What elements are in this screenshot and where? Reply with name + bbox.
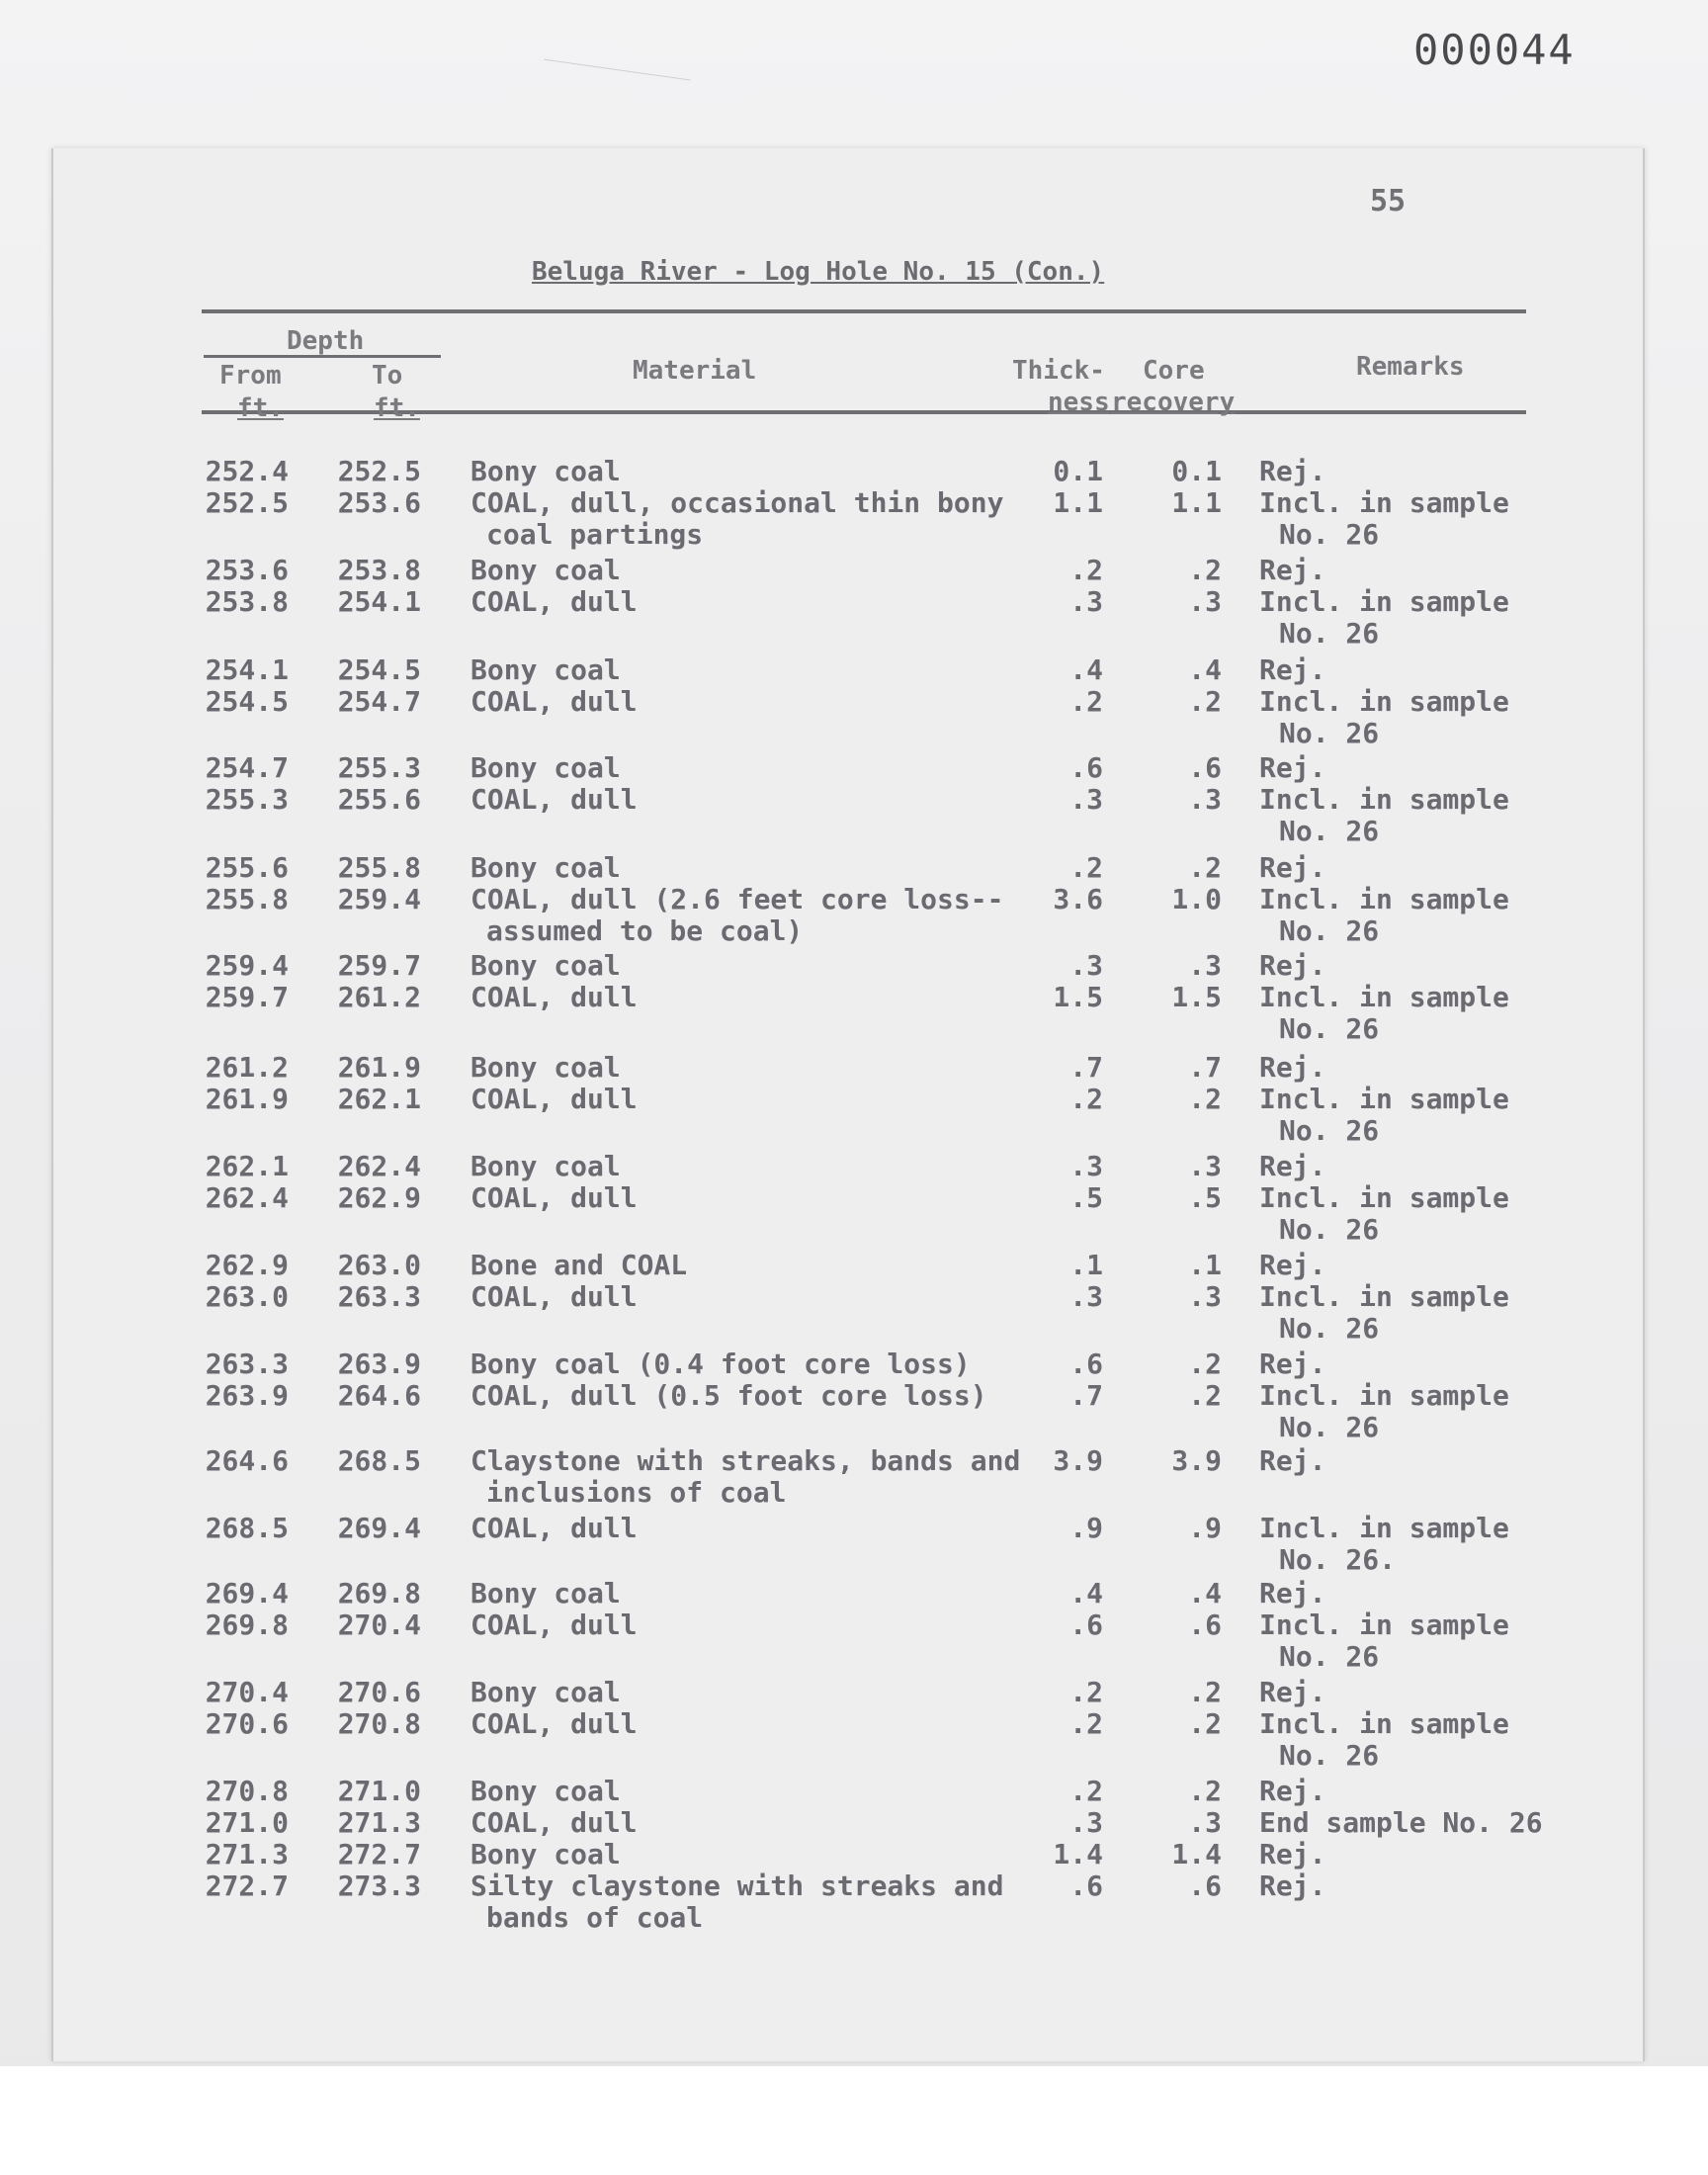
thickness-cell: .2: [1069, 1676, 1103, 1708]
material-cell: Bony coal: [470, 1577, 621, 1610]
depth-from-cell: 255.3: [205, 783, 289, 816]
core-header-top: Core: [1143, 356, 1205, 386]
from-header: From: [219, 361, 282, 391]
material-cell: Bony coal: [470, 1838, 621, 1870]
material-cell: COAL, dull: [470, 783, 638, 816]
core-recovery-cell: .2: [1188, 1348, 1222, 1380]
depth-header: Depth: [287, 326, 365, 356]
material-cell: Bony coal: [470, 1676, 621, 1708]
depth-to-cell: 261.2: [337, 981, 421, 1013]
remarks-cell: Incl. in sample: [1259, 1609, 1509, 1641]
depth-to-cell: 253.6: [337, 486, 421, 519]
remarks-cell: Incl. in sample: [1259, 585, 1509, 618]
core-recovery-cell: .3: [1188, 1150, 1222, 1182]
depth-to-cell: 269.8: [337, 1577, 421, 1610]
depth-from-cell: 271.3: [205, 1838, 289, 1870]
thickness-cell: 0.1: [1053, 455, 1103, 487]
depth-to-cell: 271.0: [337, 1775, 421, 1807]
depth-from-cell: 253.8: [205, 585, 289, 618]
core-recovery-cell: .2: [1188, 1083, 1222, 1115]
depth-from-cell: 253.6: [205, 554, 289, 586]
depth-from-cell: 261.9: [205, 1083, 289, 1115]
material-cell: Bony coal: [470, 1150, 621, 1182]
material-cell: Bony coal: [470, 1775, 621, 1807]
material-cell: Bony coal: [470, 1051, 621, 1084]
remarks-cell: Incl. in sample: [1259, 1379, 1509, 1412]
depth-from-cell: 252.4: [205, 455, 289, 487]
remarks-cell: Incl. in sample: [1259, 1512, 1509, 1544]
depth-from-cell: 262.1: [205, 1150, 289, 1182]
remarks-cell: Rej.: [1259, 653, 1326, 686]
thickness-cell: .3: [1069, 585, 1103, 618]
material-cell: bands of coal: [486, 1901, 704, 1934]
thickness-cell: 1.1: [1053, 486, 1103, 519]
core-recovery-cell: .9: [1188, 1512, 1222, 1544]
thickness-cell: .3: [1069, 1280, 1103, 1313]
core-recovery-cell: 3.9: [1171, 1444, 1222, 1477]
remarks-cell: Rej.: [1259, 1775, 1326, 1807]
depth-to-cell: 263.0: [337, 1249, 421, 1281]
depth-to-cell: 252.5: [337, 455, 421, 487]
remarks-cell: No. 26: [1279, 815, 1380, 847]
remarks-cell: Rej.: [1259, 554, 1326, 586]
core-recovery-cell: .1: [1188, 1249, 1222, 1281]
remarks-cell: Rej.: [1259, 1150, 1326, 1182]
core-recovery-cell: 1.0: [1171, 883, 1222, 915]
depth-to-cell: 255.6: [337, 783, 421, 816]
depth-to-cell: 254.1: [337, 585, 421, 618]
material-cell: Bony coal: [470, 653, 621, 686]
remarks-cell: No. 26: [1279, 914, 1380, 947]
depth-from-cell: 255.8: [205, 883, 289, 915]
material-cell: COAL, dull: [470, 1512, 638, 1544]
thickness-cell: .7: [1069, 1379, 1103, 1412]
thickness-cell: .7: [1069, 1051, 1103, 1084]
depth-to-cell: 270.4: [337, 1609, 421, 1641]
remarks-cell: Incl. in sample: [1259, 1083, 1509, 1115]
core-recovery-cell: .3: [1188, 783, 1222, 816]
core-recovery-cell: .2: [1188, 1775, 1222, 1807]
remarks-cell: No. 26: [1279, 1312, 1380, 1345]
material-cell: Bony coal: [470, 851, 621, 884]
thickness-cell: .2: [1069, 1775, 1103, 1807]
document-number: 000044: [1413, 26, 1576, 74]
remarks-cell: No. 26: [1279, 1114, 1380, 1147]
thickness-cell: .2: [1069, 685, 1103, 718]
material-cell: Bony coal (0.4 foot core loss): [470, 1348, 971, 1380]
core-recovery-cell: 1.1: [1171, 486, 1222, 519]
thickness-cell: .9: [1069, 1512, 1103, 1544]
remarks-cell: No. 26.: [1279, 1543, 1397, 1576]
core-recovery-cell: .4: [1188, 653, 1222, 686]
thickness-cell: .6: [1069, 1348, 1103, 1380]
material-cell: COAL, dull (2.6 feet core loss--: [470, 883, 1004, 915]
core-recovery-cell: .2: [1188, 851, 1222, 884]
remarks-cell: Incl. in sample: [1259, 883, 1509, 915]
depth-from-cell: 259.7: [205, 981, 289, 1013]
remarks-cell: Incl. in sample: [1259, 1181, 1509, 1214]
depth-from-cell: 254.1: [205, 653, 289, 686]
material-cell: Bony coal: [470, 554, 621, 586]
thickness-cell: 3.9: [1053, 1444, 1103, 1477]
thickness-cell: .6: [1069, 1609, 1103, 1641]
remarks-cell: Incl. in sample: [1259, 486, 1509, 519]
material-header: Material: [633, 356, 757, 386]
depth-from-cell: 263.3: [205, 1348, 289, 1380]
depth-to-cell: 268.5: [337, 1444, 421, 1477]
core-recovery-cell: 1.5: [1171, 981, 1222, 1013]
core-recovery-cell: .6: [1188, 1609, 1222, 1641]
remarks-cell: No. 26: [1279, 617, 1380, 650]
core-recovery-cell: .2: [1188, 1379, 1222, 1412]
core-recovery-cell: .2: [1188, 685, 1222, 718]
thickness-cell: .2: [1069, 851, 1103, 884]
depth-to-cell: 255.3: [337, 751, 421, 784]
depth-from-cell: 254.5: [205, 685, 289, 718]
remarks-cell: No. 26: [1279, 518, 1380, 551]
remarks-cell: Incl. in sample: [1259, 1280, 1509, 1313]
material-cell: assumed to be coal): [486, 914, 804, 947]
depth-from-cell: 263.0: [205, 1280, 289, 1313]
thickness-cell: .2: [1069, 1707, 1103, 1740]
thickness-cell: .3: [1069, 1806, 1103, 1839]
core-recovery-cell: .6: [1188, 1870, 1222, 1902]
remarks-cell: Rej.: [1259, 1348, 1326, 1380]
depth-to-cell: 262.1: [337, 1083, 421, 1115]
core-recovery-cell: 0.1: [1171, 455, 1222, 487]
material-cell: COAL, dull: [470, 1083, 638, 1115]
core-recovery-cell: .6: [1188, 751, 1222, 784]
thickness-cell: 1.5: [1053, 981, 1103, 1013]
material-cell: Bony coal: [470, 751, 621, 784]
remarks-cell: No. 26: [1279, 1012, 1380, 1045]
depth-from-cell: 271.0: [205, 1806, 289, 1839]
remarks-cell: Rej.: [1259, 949, 1326, 982]
depth-from-cell: 252.5: [205, 486, 289, 519]
material-cell: coal partings: [486, 518, 704, 551]
remarks-header: Remarks: [1356, 352, 1465, 382]
remarks-cell: No. 26: [1279, 1411, 1380, 1443]
depth-from-cell: 270.6: [205, 1707, 289, 1740]
material-cell: COAL, dull, occasional thin bony: [470, 486, 1004, 519]
depth-to-cell: 263.9: [337, 1348, 421, 1380]
depth-to-cell: 259.4: [337, 883, 421, 915]
core-recovery-cell: .5: [1188, 1181, 1222, 1214]
core-recovery-cell: .4: [1188, 1577, 1222, 1610]
material-cell: COAL, dull: [470, 1609, 638, 1641]
material-cell: Silty claystone with streaks and: [470, 1870, 1004, 1902]
material-cell: Bony coal: [470, 455, 621, 487]
core-recovery-cell: .2: [1188, 554, 1222, 586]
scan-margin: [0, 2066, 1708, 2175]
depth-to-cell: 270.6: [337, 1676, 421, 1708]
remarks-cell: End sample No. 26: [1259, 1806, 1543, 1839]
thickness-cell: .6: [1069, 1870, 1103, 1902]
remarks-cell: Rej.: [1259, 1051, 1326, 1084]
material-cell: COAL, dull: [470, 1806, 638, 1839]
depth-to-cell: 261.9: [337, 1051, 421, 1084]
thickness-cell: 3.6: [1053, 883, 1103, 915]
depth-to-cell: 272.7: [337, 1838, 421, 1870]
to-header: To: [372, 361, 403, 391]
page-number: 55: [1370, 184, 1407, 218]
material-cell: COAL, dull: [470, 981, 638, 1013]
core-recovery-cell: .7: [1188, 1051, 1222, 1084]
remarks-cell: No. 26: [1279, 1213, 1380, 1246]
remarks-cell: Incl. in sample: [1259, 1707, 1509, 1740]
material-cell: Bone and COAL: [470, 1249, 688, 1281]
depth-to-cell: 271.3: [337, 1806, 421, 1839]
thickness-cell: .3: [1069, 783, 1103, 816]
thickness-cell: .6: [1069, 751, 1103, 784]
depth-from-cell: 270.4: [205, 1676, 289, 1708]
depth-from-cell: 259.4: [205, 949, 289, 982]
header-top-rule: [202, 309, 1526, 313]
depth-from-cell: 270.8: [205, 1775, 289, 1807]
depth-to-cell: 259.7: [337, 949, 421, 982]
depth-to-cell: 262.9: [337, 1181, 421, 1214]
material-cell: COAL, dull: [470, 685, 638, 718]
thickness-cell: .3: [1069, 949, 1103, 982]
thickness-cell: .5: [1069, 1181, 1103, 1214]
material-cell: COAL, dull (0.5 foot core loss): [470, 1379, 987, 1412]
thickness-cell: .4: [1069, 653, 1103, 686]
depth-from-cell: 269.8: [205, 1609, 289, 1641]
depth-from-cell: 264.6: [205, 1444, 289, 1477]
depth-from-cell: 254.7: [205, 751, 289, 784]
depth-to-cell: 264.6: [337, 1379, 421, 1412]
remarks-cell: Rej.: [1259, 1577, 1326, 1610]
material-cell: Claystone with streaks, bands and: [470, 1444, 1021, 1477]
depth-to-cell: 269.4: [337, 1512, 421, 1544]
remarks-cell: Rej.: [1259, 1444, 1326, 1477]
core-header-bottom: recovery: [1111, 388, 1236, 417]
to-unit-header: ft.: [374, 393, 420, 423]
remarks-cell: Rej.: [1259, 1838, 1326, 1870]
core-recovery-cell: .2: [1188, 1676, 1222, 1708]
core-recovery-cell: .2: [1188, 1707, 1222, 1740]
remarks-cell: No. 26: [1279, 1640, 1380, 1673]
core-recovery-cell: .3: [1188, 1280, 1222, 1313]
thickness-header-top: Thick-: [1012, 356, 1105, 386]
depth-to-cell: 270.8: [337, 1707, 421, 1740]
depth-to-cell: 263.3: [337, 1280, 421, 1313]
depth-from-cell: 261.2: [205, 1051, 289, 1084]
remarks-cell: Rej.: [1259, 1870, 1326, 1902]
depth-from-cell: 262.4: [205, 1181, 289, 1214]
depth-from-cell: 268.5: [205, 1512, 289, 1544]
material-cell: Bony coal: [470, 949, 621, 982]
thickness-cell: .3: [1069, 1150, 1103, 1182]
remarks-cell: Rej.: [1259, 751, 1326, 784]
thickness-cell: .2: [1069, 554, 1103, 586]
page-title: Beluga River - Log Hole No. 15 (Con.): [532, 257, 1105, 287]
material-cell: inclusions of coal: [486, 1476, 787, 1509]
remarks-cell: No. 26: [1279, 1739, 1380, 1772]
remarks-cell: Rej.: [1259, 1676, 1326, 1708]
depth-to-cell: 254.5: [337, 653, 421, 686]
remarks-cell: Incl. in sample: [1259, 685, 1509, 718]
depth-to-cell: 255.8: [337, 851, 421, 884]
material-cell: COAL, dull: [470, 1181, 638, 1214]
core-recovery-cell: 1.4: [1171, 1838, 1222, 1870]
depth-from-cell: 263.9: [205, 1379, 289, 1412]
thickness-cell: .2: [1069, 1083, 1103, 1115]
material-cell: COAL, dull: [470, 1280, 638, 1313]
depth-from-cell: 255.6: [205, 851, 289, 884]
core-recovery-cell: .3: [1188, 1806, 1222, 1839]
material-cell: COAL, dull: [470, 585, 638, 618]
remarks-cell: Rej.: [1259, 851, 1326, 884]
from-unit-header: ft.: [237, 393, 284, 423]
core-recovery-cell: .3: [1188, 585, 1222, 618]
depth-from-cell: 262.9: [205, 1249, 289, 1281]
remarks-cell: Rej.: [1259, 1249, 1326, 1281]
remarks-cell: No. 26: [1279, 717, 1380, 749]
thickness-header-bottom: ness: [1048, 388, 1110, 417]
material-cell: COAL, dull: [470, 1707, 638, 1740]
thickness-cell: .1: [1069, 1249, 1103, 1281]
remarks-cell: Rej.: [1259, 455, 1326, 487]
core-recovery-cell: .3: [1188, 949, 1222, 982]
thickness-cell: .4: [1069, 1577, 1103, 1610]
depth-to-cell: 273.3: [337, 1870, 421, 1902]
remarks-cell: Incl. in sample: [1259, 783, 1509, 816]
depth-to-cell: 262.4: [337, 1150, 421, 1182]
depth-from-cell: 269.4: [205, 1577, 289, 1610]
thickness-cell: 1.4: [1053, 1838, 1103, 1870]
remarks-cell: Incl. in sample: [1259, 981, 1509, 1013]
depth-from-cell: 272.7: [205, 1870, 289, 1902]
depth-to-cell: 254.7: [337, 685, 421, 718]
depth-to-cell: 253.8: [337, 554, 421, 586]
